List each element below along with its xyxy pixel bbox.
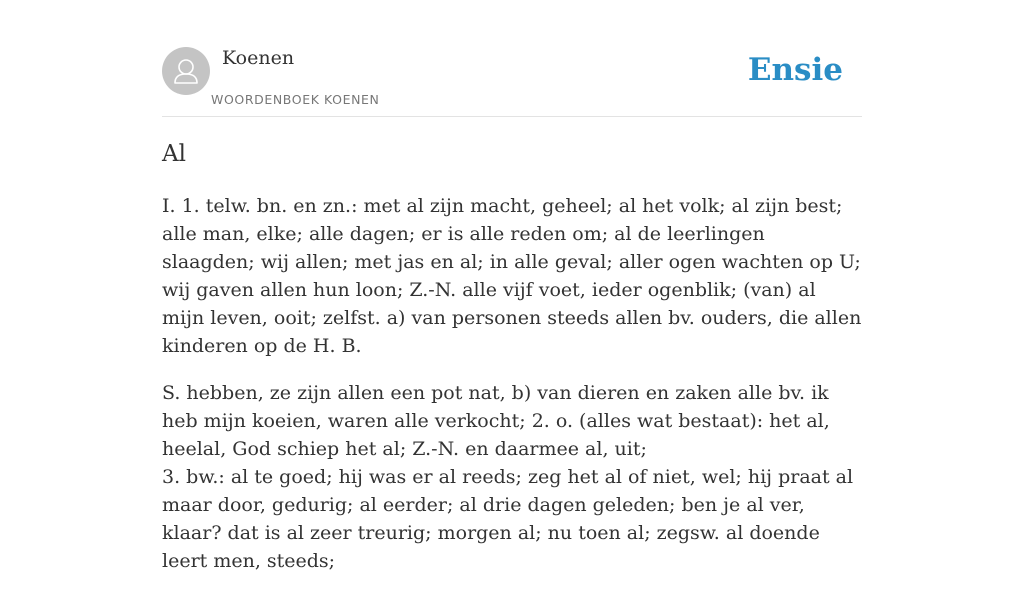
author-avatar[interactable]: [162, 47, 210, 95]
brand-logo[interactable]: Ensie: [747, 52, 843, 88]
entry-paragraph-2-line-2: 3. bw.: al te goed; hij was er al reeds; zeg het al of niet, wel; hij praat al maar door, gedurig; al eerder; al drie dagen geleden; ben je al ver, klaar? dat is al zeer treurig; morgen al; nu toen al; zegsw. al doende leert men, steeds;: [162, 466, 854, 572]
author-name[interactable]: Koenen: [222, 47, 295, 69]
entry-paragraph-2: [162, 379, 862, 575]
entry-header: [162, 46, 862, 117]
source-label[interactable]: WOORDENBOEK KOENEN: [211, 92, 380, 107]
entry-body: [162, 192, 862, 594]
entry-paragraph-2-line-1: S. hebben, ze zijn allen een pot nat, b) van dieren en zaken alle bv. ik heb mijn koeien, waren alle verkocht; 2. o. (alles wat bestaat): het al, heelal, God schiep het al; Z.-N. en daarmee al, uit;: [162, 382, 830, 460]
entry-title: Al: [162, 141, 186, 167]
user-silhouette-icon: [162, 47, 210, 95]
entry-paragraph-1: I. 1. telw. bn. en zn.: met al zijn macht, geheel; al het volk; al zijn best; alle man, elke; alle dagen; er is alle reden om; al de leerlingen slaagden; wij allen; met jas en al; in alle geval; aller ogen wachten op U; wij gaven allen hun loon; Z.-N. alle vijf voet, ieder ogenblik; (van) al mijn leven, ooit; zelfst. a) van personen steeds allen bv. ouders, die allen kinderen op de H. B.: [162, 195, 862, 357]
